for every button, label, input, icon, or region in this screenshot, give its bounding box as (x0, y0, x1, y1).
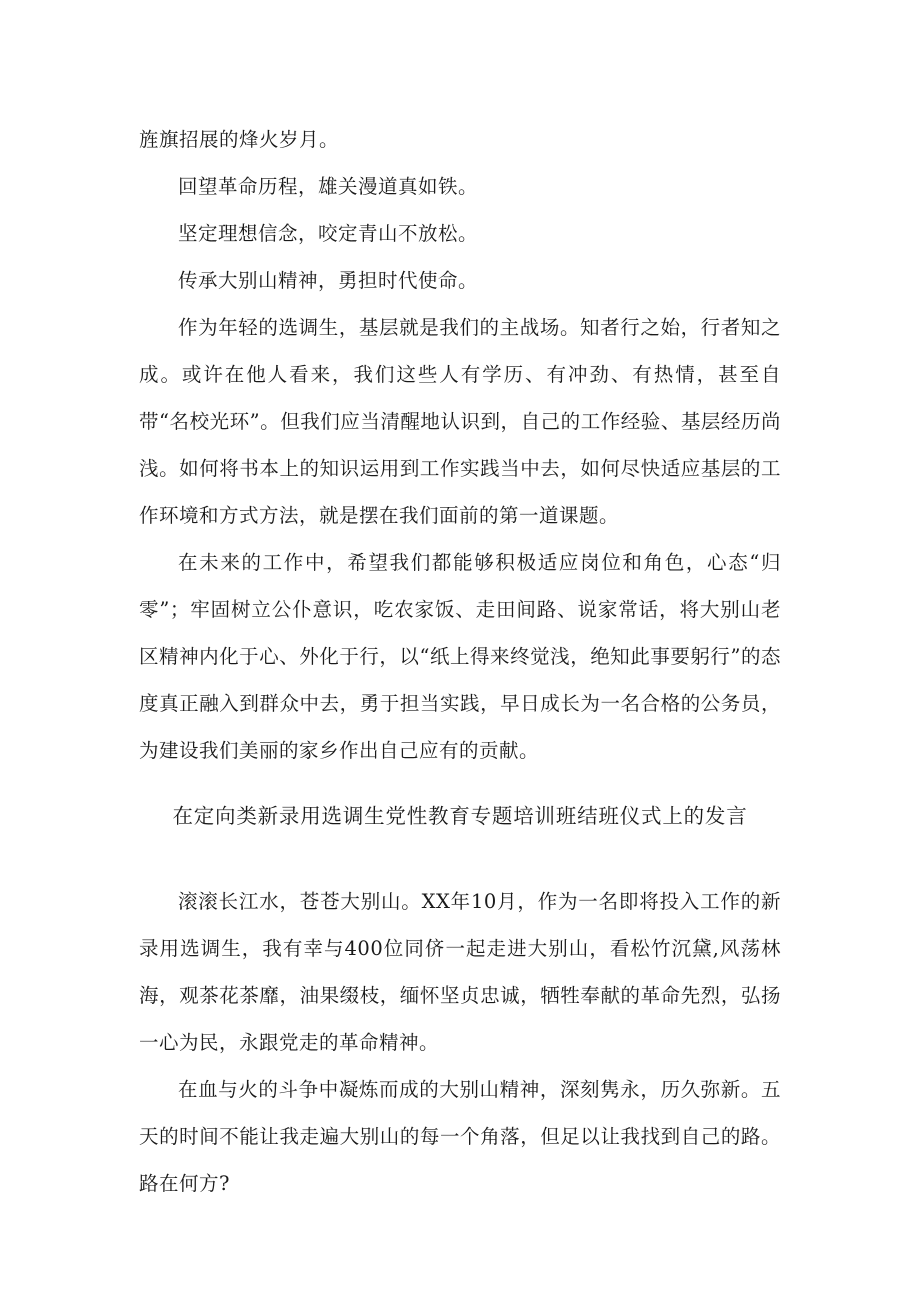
paragraph: 滚滚长江水，苍苍大别山。XX年10月，作为一名即将投入工作的新录用选调生，我有幸与400位同侪一起走进大别山，看松竹沉黛,风荡林海，观茶花茶靡，油果缀枝，缅怀坚贞忠诚，牺牲奉献的革命先烈，弘扬一心为民，永跟党走的革命精神。 (139, 890, 781, 1054)
body-section-2 (139, 878, 781, 1207)
body-section-1 (139, 116, 781, 774)
paragraph: 在血与火的斗争中凝炼而成的大别山精神，深刻隽永，历久弥新。五天的时间不能让我走遍大别山的每一个角落，但足以让我找到自己的路。路在何方? (139, 1078, 781, 1195)
paragraph: 坚定理想信念，咬定青山不放松。 (178, 222, 479, 245)
paragraph: 作为年轻的选调生，基层就是我们的主战场。知者行之始，行者知之成。或许在他人看来，我们这些人有学历、有冲劲、有热情，甚至自带“名校光环”。但我们应当清醒地认识到，自己的工作经验、基层经历尚浅。如何将书本上的知识运用到工作实践当中去，如何尽快适应基层的工作环境和方式方法，就是摆在我们面前的第一道课题。 (139, 316, 781, 527)
paragraph: 传承大别山精神，勇担时代使命。 (178, 269, 479, 292)
speech-title: 在定向类新录用选调生党性教育专题培训班结班仪式上的发言 (172, 804, 748, 828)
paragraph: 回望革命历程，雄关漫道真如铁。 (178, 175, 479, 198)
paragraph: 在未来的工作中，希望我们都能够积极适应岗位和角色，心态“归零”；牢固树立公仆意识，吃农家饭、走田间路、说家常话，将大别山老区精神内化于心、外化于行，以“纸上得来终觉浅，绝知此事要躬行”的态度真正融入到群众中去，勇于担当实践，早日成长为一名合格的公务员，为建设我们美丽的家乡作出自己应有的贡献。 (139, 551, 781, 762)
paragraph: 旌旗招展的烽火岁月。 (139, 128, 340, 151)
